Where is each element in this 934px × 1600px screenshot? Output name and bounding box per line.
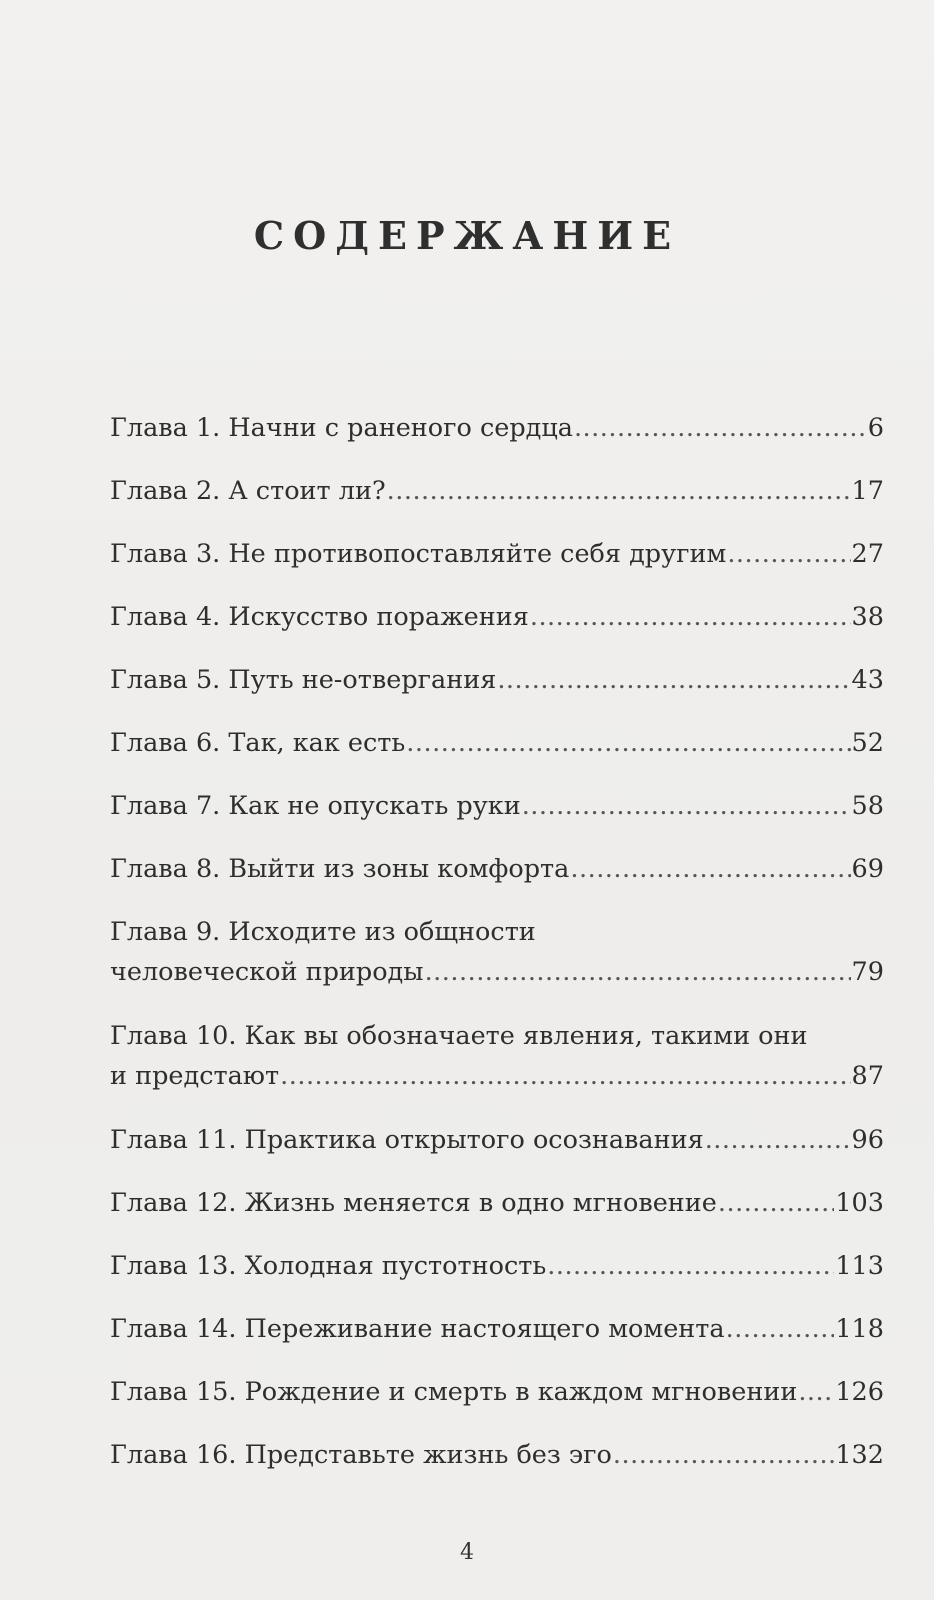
toc-entry-page: 79 [851, 957, 884, 987]
dot-leader [613, 1435, 834, 1475]
toc-entry-page: 38 [851, 602, 884, 632]
dot-leader [522, 786, 851, 826]
toc-entry-title: Глава 16. Представьте жизнь без эго [110, 1440, 612, 1470]
toc-entry [110, 1372, 884, 1435]
toc-entry [110, 1309, 884, 1372]
toc-entry-page: 103 [835, 1188, 884, 1218]
toc-entry-page: 6 [867, 413, 884, 443]
toc-entry-title: Глава 11. Практика открытого осознавания [110, 1125, 704, 1155]
toc-entry-title: Глава 7. Как не опускать руки [110, 791, 521, 821]
toc-entry-page: 87 [851, 1061, 884, 1091]
toc-entry-title: человеческой природы [110, 957, 424, 987]
toc-entry-title: Глава 1. Начни с раненого сердца [110, 413, 573, 443]
toc-entry [110, 1183, 884, 1246]
dot-leader [570, 849, 850, 889]
toc-entry [110, 1120, 884, 1183]
toc-entry [110, 1435, 884, 1498]
toc-entry-title-line1: Глава 9. Исходите из общности [110, 917, 536, 947]
toc-entry-title: Глава 4. Искусство поражения [110, 602, 529, 632]
dot-leader [387, 471, 851, 511]
toc-entry [110, 471, 884, 534]
dot-leader [406, 723, 850, 763]
dot-leader [547, 1246, 834, 1286]
dot-leader [530, 597, 851, 637]
toc-entry-page: 58 [851, 791, 884, 821]
toc-entry-title: и предстают [110, 1061, 280, 1091]
toc-entry [110, 597, 884, 660]
toc-entry [110, 1016, 884, 1120]
toc-entry-page: 43 [851, 665, 884, 695]
toc-entry-page: 132 [835, 1440, 884, 1470]
dot-leader [574, 408, 867, 448]
toc-entry [110, 786, 884, 849]
dot-leader [727, 534, 850, 574]
table-of-contents [110, 408, 884, 1498]
toc-entry-title: Глава 6. Так, как есть [110, 728, 406, 758]
dot-leader [718, 1183, 834, 1223]
toc-entry-title: Глава 5. Путь не-отвергания [110, 665, 497, 695]
toc-entry-page: 113 [835, 1251, 884, 1281]
toc-entry [110, 723, 884, 786]
dot-leader [798, 1372, 834, 1412]
toc-entry-title: Глава 12. Жизнь меняется в одно мгновение [110, 1188, 717, 1218]
toc-entry-title: Глава 13. Холодная пустотность [110, 1251, 547, 1281]
toc-entry-page: 17 [851, 476, 884, 506]
toc-entry-page: 52 [851, 728, 884, 758]
toc-entry [110, 534, 884, 597]
toc-entry-page: 69 [851, 854, 884, 884]
toc-entry [110, 408, 884, 471]
page-title: СОДЕРЖАНИЕ [253, 213, 681, 259]
dot-leader [497, 660, 850, 700]
toc-entry-title-line1: Глава 10. Как вы обозначаете явления, такими они [110, 1021, 808, 1051]
toc-entry-page: 118 [835, 1314, 884, 1344]
toc-entry [110, 1246, 884, 1309]
toc-entry [110, 912, 884, 1016]
toc-entry-title: Глава 2. А стоит ли? [110, 476, 386, 506]
toc-entry-title: Глава 8. Выйти из зоны комфорта [110, 854, 570, 884]
dot-leader [425, 952, 851, 992]
dot-leader [705, 1120, 851, 1160]
toc-entry-page: 96 [851, 1125, 884, 1155]
toc-entry [110, 660, 884, 723]
toc-entry-page: 126 [835, 1377, 884, 1407]
toc-entry-title: Глава 14. Переживание настоящего момента [110, 1314, 725, 1344]
toc-entry-title: Глава 3. Не противопоставляйте себя другим [110, 539, 727, 569]
toc-entry [110, 849, 884, 912]
page-number: 4 [460, 1540, 474, 1565]
dot-leader [280, 1056, 850, 1096]
dot-leader [726, 1309, 835, 1349]
toc-entry-page: 27 [851, 539, 884, 569]
toc-entry-title: Глава 15. Рождение и смерть в каждом мгновении [110, 1377, 798, 1407]
